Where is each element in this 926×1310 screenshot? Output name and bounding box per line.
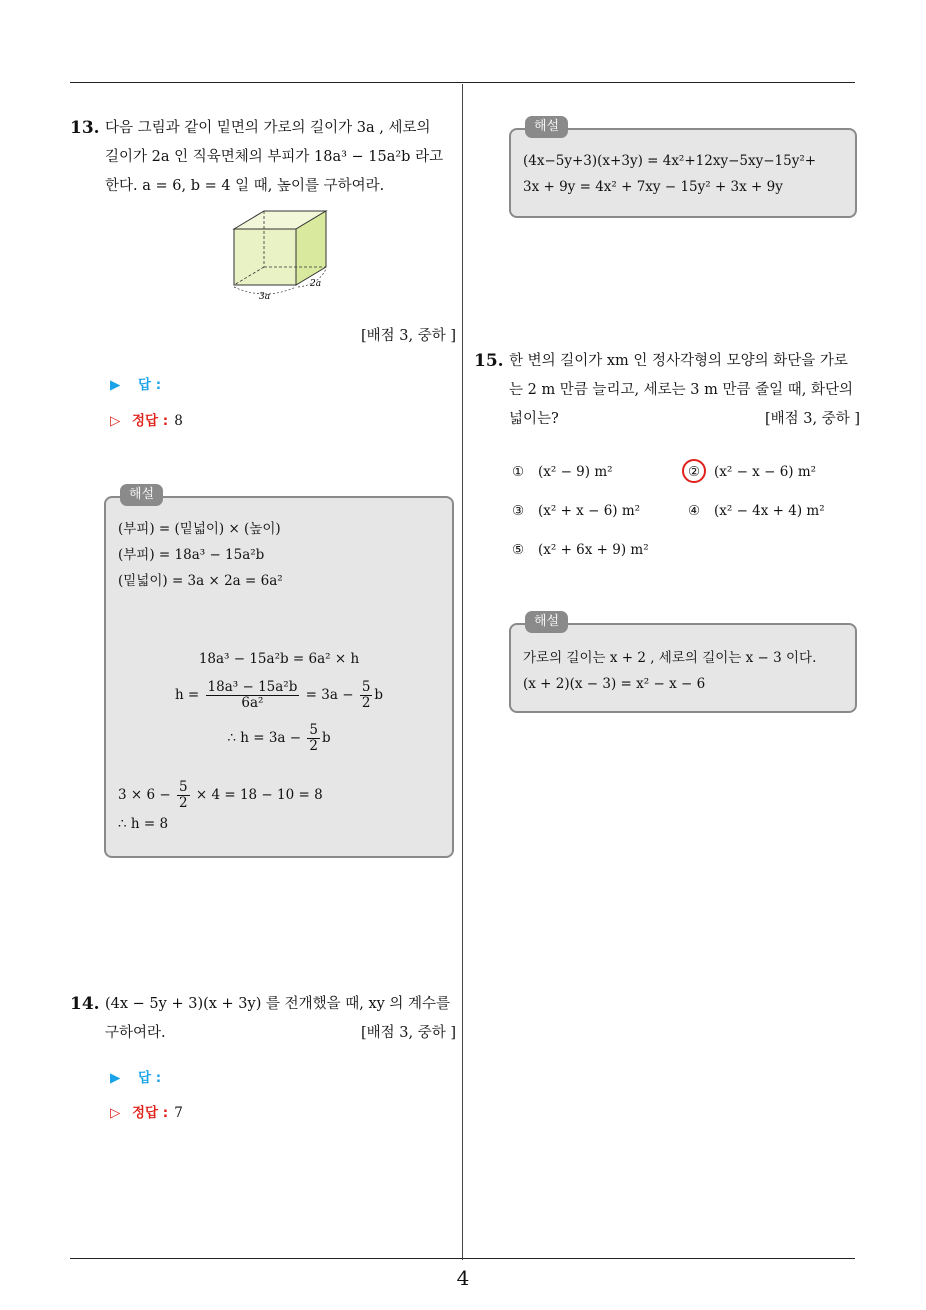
selected-circle-icon [682, 459, 706, 483]
solution-line: 3x + 9y = 4x² + 7xy − 15y² + 3x + 9y [523, 179, 783, 195]
solution-line: (4x−5y+3)(x+3y) = 4x²+12xy−5xy−15y²+ [523, 153, 817, 169]
solution-box-15 [509, 614, 857, 713]
width-label: 3a [259, 292, 271, 302]
question-text-line: 는 2 m 만큼 늘리고, 세로는 3 m 만큼 줄일 때, 화단의 [509, 382, 853, 398]
score-label: [배점 3, 중하 ] [764, 411, 860, 427]
solution-line: (부피) = 18a³ − 15a²b [118, 547, 265, 563]
question-text-line: 길이가 2a 인 직육면체의 부피가 18a³ − 15a²b 라고 [105, 149, 444, 165]
solution-line: (밑넓이) = 3a × 2a = 6a² [118, 573, 283, 589]
correct-answer-value: 8 [174, 413, 183, 429]
score-label: [배점 3, 중하 ] [360, 1025, 456, 1041]
page-number: 4 [456, 1266, 470, 1290]
solution-calculation: 3 × 6 − $\frac{5}{2}$ × 4 = 18 − 10 = 8 [118, 779, 323, 811]
correct-answer-value: 7 [174, 1105, 183, 1121]
question-14 [70, 990, 456, 1048]
answer-label: 답 : [138, 1070, 162, 1086]
answer-row [110, 1066, 161, 1086]
correct-answer-row [110, 409, 183, 429]
play-arrow-icon: ▶ [110, 377, 121, 393]
choice-5[interactable]: ⑤ (x² + 6x + 9) m² [512, 542, 649, 558]
correct-answer-label: 정답 : [132, 1105, 169, 1121]
top-rule [70, 82, 855, 83]
question-number: 14. [70, 994, 100, 1014]
question-text-line: 다음 그림과 같이 밑면의 가로의 길이가 3a , 세로의 [105, 120, 431, 136]
depth-label: 2a [310, 279, 322, 289]
solution-line: (x + 2)(x − 3) = x² − x − 6 [523, 676, 706, 692]
score-label: [배점 3, 중하 ] [360, 328, 456, 344]
question-number: 13. [70, 118, 100, 138]
outline-arrow-icon: ▷ [110, 413, 121, 429]
outline-arrow-icon: ▷ [110, 1105, 121, 1121]
solution-equation: 18a³ − 15a²b = 6a² × h [198, 651, 360, 667]
question-text-line: 한다. a = 6, b = 4 일 때, 높이를 구하여라. [105, 178, 385, 194]
choice-2[interactable]: ② (x² − x − 6) m² [688, 464, 816, 480]
question-number: 15. [474, 351, 504, 371]
question-text-line: (4x − 5y + 3)(x + 3y) 를 전개했을 때, xy 의 계수를 [105, 996, 451, 1012]
answer-label: 답 : [138, 377, 162, 393]
correct-answer-label: 정답 : [132, 413, 169, 429]
choice-list [512, 464, 852, 564]
play-arrow-icon: ▶ [110, 1070, 121, 1086]
solution-line: (부피) = (밑넓이) × (높이) [118, 521, 281, 537]
solution-tag: 해설 [525, 116, 568, 138]
solution-tag: 해설 [120, 484, 163, 506]
solution-box-14 [509, 119, 857, 218]
choice-1[interactable]: ① (x² − 9) m² [512, 464, 613, 480]
column-divider [462, 84, 463, 1260]
answer-row [110, 373, 161, 393]
choice-3[interactable]: ③ (x² + x − 6) m² [512, 503, 641, 519]
choice-4[interactable]: ④ (x² − 4x + 4) m² [688, 503, 825, 519]
solution-final: ∴ h = 8 [118, 816, 169, 832]
solution-tag: 해설 [525, 611, 568, 633]
correct-answer-row [110, 1101, 183, 1121]
solution-line: 가로의 길이는 x + 2 , 세로의 길이는 x − 3 이다. [523, 650, 817, 666]
question-13 [70, 114, 456, 201]
solution-therefore-equation: ∴ h = 3a − $\frac{5}{2}$ b [227, 722, 331, 754]
question-text-line: 구하여라. [배점 3, 중하 ] [105, 1019, 456, 1048]
cuboid-figure [222, 205, 337, 305]
solution-fraction-equation: h = $\frac{\text{18a³ − 15a²b}}{\text{6a²}}$ = 3a − $\frac{5}{2}$ b [174, 679, 384, 711]
question-15 [474, 347, 860, 434]
question-text-line: 넓이는? [배점 3, 중하 ] [509, 405, 860, 434]
solution-box-13 [104, 487, 454, 858]
question-text-line: 한 변의 길이가 xm 인 정사각형의 모양의 화단을 가로 [509, 353, 848, 369]
